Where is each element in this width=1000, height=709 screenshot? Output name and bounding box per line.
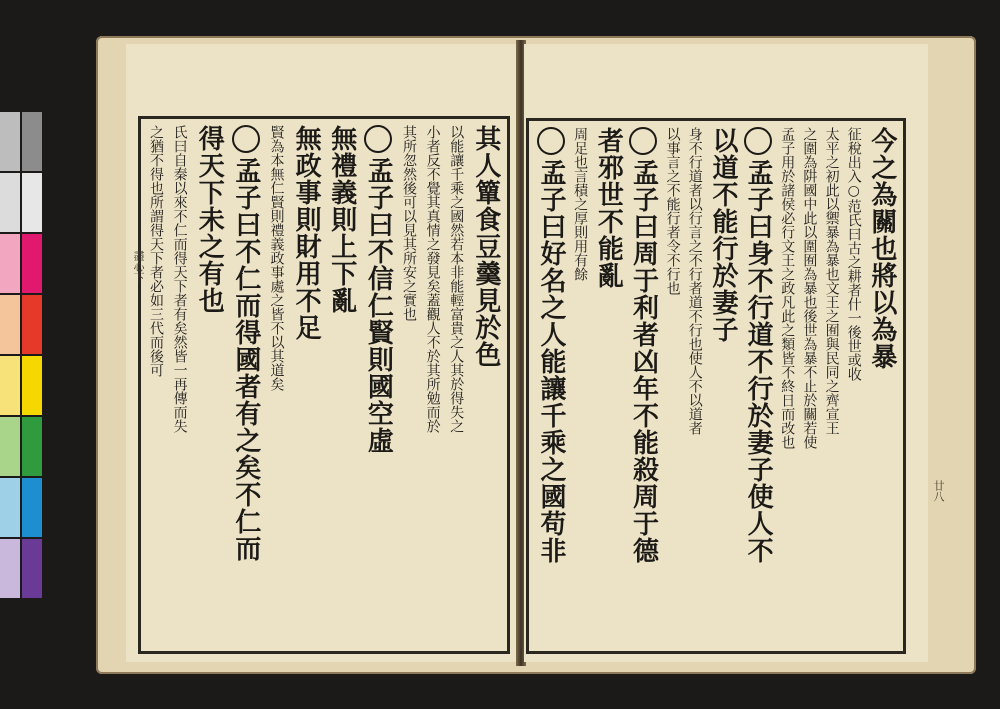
color-swatch xyxy=(22,478,42,537)
commentary-column xyxy=(825,127,839,645)
color-swatch xyxy=(22,356,42,415)
column-text: 身不行道者以行言之不行者道不行也使人不以道者 xyxy=(686,127,703,435)
main-text-column xyxy=(326,125,357,645)
main-text-column xyxy=(232,125,260,645)
color-swatch xyxy=(0,112,20,171)
commentary-column xyxy=(666,127,680,645)
column-text: 無政事則財用不足 xyxy=(291,125,322,341)
commentary-column xyxy=(426,125,440,645)
column-text: 其所忽然後可以見其所安之實也 xyxy=(401,125,417,321)
right-text-columns xyxy=(537,127,895,645)
main-text-column xyxy=(866,127,897,645)
column-text: 以事言之不能行者令不行也 xyxy=(664,127,681,295)
column-text: 其人簞食豆羹見於色 xyxy=(470,125,501,368)
main-text-column xyxy=(364,125,392,645)
section-circle-marker xyxy=(364,125,392,153)
left-page xyxy=(126,44,518,662)
commentary-column xyxy=(402,125,416,645)
color-swatch xyxy=(0,478,20,537)
main-text-column xyxy=(470,125,501,645)
column-text: 者邪世不能亂 xyxy=(593,127,624,289)
column-text: 征稅出入○范氏曰古之耕者什一後世或收 xyxy=(845,127,862,381)
right-margin-label: 廿八 xyxy=(932,480,945,502)
color-swatch xyxy=(22,234,42,293)
commentary-column xyxy=(573,127,587,645)
main-text-column xyxy=(291,125,322,645)
commentary-column xyxy=(688,127,702,645)
color-swatch xyxy=(22,173,42,232)
commentary-column xyxy=(847,127,861,645)
color-swatch xyxy=(0,539,20,598)
left-margin-label: 盡心下 xyxy=(132,250,145,283)
section-circle-marker xyxy=(537,127,565,155)
main-text-column xyxy=(593,127,624,645)
column-text: 孟子曰不仁而得國者有之矣不仁而 xyxy=(230,157,261,562)
main-text-column xyxy=(194,125,225,645)
section-circle-marker xyxy=(232,125,260,153)
column-text: 孟子用於諸侯必行文王之政凡此之類皆不終日而改也 xyxy=(779,127,796,449)
color-swatch xyxy=(0,417,20,476)
column-text: 小者反不覺其真情之發見矣蓋觀人不於其所勉而於 xyxy=(424,125,441,433)
color-swatch xyxy=(0,173,20,232)
color-swatch xyxy=(22,295,42,354)
main-text-column xyxy=(744,127,772,645)
color-swatch xyxy=(22,539,42,598)
column-text: 氏曰自秦以來不仁而得天下者有矣然皆一再傳而失 xyxy=(171,125,188,433)
section-circle-marker xyxy=(744,127,772,155)
commentary-column xyxy=(173,125,187,645)
commentary-column xyxy=(270,125,284,645)
column-text: 無禮義則上下亂 xyxy=(326,125,357,314)
color-swatch xyxy=(0,234,20,293)
color-swatch xyxy=(22,417,42,476)
commentary-column xyxy=(449,125,463,645)
column-text: 得天下未之有也 xyxy=(194,125,225,314)
column-text: 今之為關也將以為暴 xyxy=(866,127,897,370)
commentary-column xyxy=(149,125,163,645)
main-text-column xyxy=(629,127,657,645)
main-text-column xyxy=(537,127,565,645)
section-circle-marker xyxy=(629,127,657,155)
column-text: 太平之初此以禦暴為暴也文王之囿與民同之齊宣王 xyxy=(823,127,840,435)
column-text: 孟子曰周于利者凶年不能殺周于德 xyxy=(628,159,659,564)
column-text: 孟子曰不信仁賢則國空虛 xyxy=(363,157,394,454)
color-swatch xyxy=(22,112,42,171)
column-text: 之圍為阱國中此以圍囿為暴也後世為暴不止於關若使 xyxy=(801,127,818,449)
column-text: 以道不能行於妻子 xyxy=(707,127,738,343)
commentary-column xyxy=(802,127,816,645)
column-text: 周足也言積之厚則用有餘 xyxy=(572,127,589,281)
left-text-frame xyxy=(138,116,510,654)
column-text: 以能讓千乘之國然若本非能輕富貴之人其於得失之 xyxy=(448,125,465,433)
column-text: 之猶不得也所謂得天下者必如三代而後可 xyxy=(148,125,164,377)
right-page xyxy=(524,44,928,662)
color-calibration-strip xyxy=(0,112,44,600)
column-text: 孟子曰好名之人能讓千乘之國苟非 xyxy=(536,159,566,564)
left-text-columns xyxy=(149,125,499,645)
right-text-frame xyxy=(526,118,906,654)
column-text: 賢為本無仁賢則禮義政事處之皆不以其道矣 xyxy=(268,125,285,391)
color-swatch xyxy=(0,295,20,354)
main-text-column xyxy=(707,127,738,645)
column-text: 孟子曰身不行道不行於妻子使人不 xyxy=(743,159,774,564)
color-swatch xyxy=(0,356,20,415)
commentary-column xyxy=(780,127,794,645)
